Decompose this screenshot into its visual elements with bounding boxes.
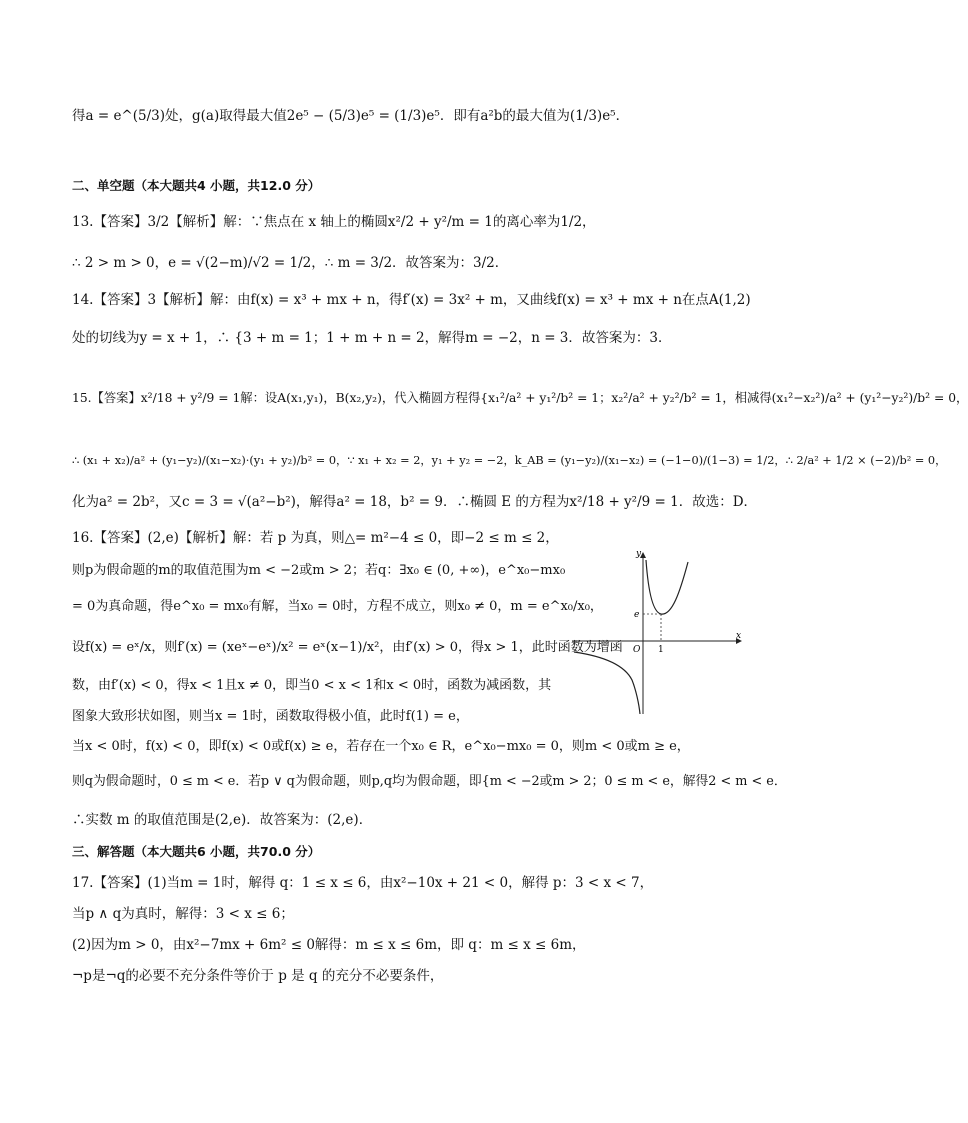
q16-line: 则q为假命题时，0 ≤ m < e．若p ∨ q为假命题，则p,q均为假命题，即{m < −2或m > 2；0 ≤ m < e，解得2 < m < e． (72, 774, 787, 789)
q15-line: 化为a² = 2b²，又c = 3 = √(a²−b²)，解得a² = 18，b² = 9．∴椭圆 E 的方程为x²/18 + y²/9 = 1．故选：D． (72, 494, 758, 510)
q14-line: 14.【答案】3【解析】解：由f(x) = x³ + mx + n，得f′(x) = 3x² + m，又曲线f(x) = x³ + mx + n在点A(1,2) (72, 292, 751, 308)
q13-line: ∴ 2 > m > 0，e = √(2−m)/√2 = 1/2，∴ m = 3/2．故答案为：3/2． (72, 255, 509, 271)
curve-right-branch (646, 560, 688, 614)
section-heading-solutions: 三、解答题（本大题共6 小题，共70.0 分） (72, 844, 321, 859)
q13-line: 13.【答案】3/2【解析】解：∵焦点在 x 轴上的椭圆x²/2 + y²/m = 1的离心率为1/2， (72, 214, 596, 230)
q16-line: 则p为假命题的m的取值范围为m < −2或m > 2；若q：∃x₀ ∈ (0, +∞)，e^x₀−mx₀ (72, 563, 566, 578)
q16-line: 当x < 0时，f(x) < 0，即f(x) < 0或f(x) ≥ e，若存在一个x₀ ∈ R，e^x₀−mx₀ = 0，则m < 0或m ≥ e， (72, 739, 690, 754)
tick-label-e: e (634, 610, 640, 620)
curve-left-branch (574, 652, 640, 714)
q16-line: 数，由f′(x) < 0，得x < 1且x ≠ 0，即当0 < x < 1和x < 0时，函数为减函数，其 (72, 678, 552, 693)
q17-line: 17.【答案】(1)当m = 1时，解得 q：1 ≤ x ≤ 6，由x²−10x + 21 < 0，解得 p：3 < x < 7， (72, 875, 654, 891)
q16-line: 图象大致形状如图，则当x = 1时，函数取得极小值，此时f(1) = e， (72, 709, 469, 724)
y-axis-label: y (636, 549, 642, 559)
q17-line: (2)因为m > 0，由x²−7mx + 6m² ≤ 0解得：m ≤ x ≤ 6m，即 q：m ≤ x ≤ 6m， (72, 937, 586, 953)
q16-line: 设f(x) = eˣ/x，则f′(x) = (xeˣ−eˣ)/x² = eˣ(x−1)/x²，由f′(x) > 0，得x > 1，此时函数为增函 (72, 640, 623, 655)
tick-label-one: 1 (658, 645, 664, 655)
q16-line: 16.【答案】(2,e)【解析】解：若 p 为真，则△= m²−4 ≤ 0，即−2 ≤ m ≤ 2， (72, 530, 559, 546)
q16-line: ∴实数 m 的取值范围是(2,e)．故答案为：(2,e)． (72, 812, 373, 828)
q17-line: ¬p是¬q的必要不充分条件等价于 p 是 q 的充分不必要条件， (72, 968, 444, 984)
q14-line: 处的切线为y = x + 1，∴ {3 + m = 1；1 + m + n = 2，解得m = −2，n = 3．故答案为：3． (72, 330, 672, 346)
q15-line: 15.【答案】x²/18 + y²/9 = 1解：设A(x₁,y₁)，B(x₂,y₂)，代入椭圆方程得{x₁²/a² + y₁²/b² = 1；x₂²/a² + y₂²/b² = 1，相减得(x₁²−x₂²)/a² + (y₁²−y₂²)/b² = 0， (72, 391, 968, 405)
x-axis-label: x (736, 631, 742, 641)
q16-line: = 0为真命题，得e^x₀ = mx₀有解，当x₀ = 0时，方程不成立，则x₀ ≠ 0，m = e^x₀/x₀， (72, 599, 603, 614)
text-line: 得a = e^(5/3)处，g(a)取得最大值2e⁵ − (5/3)e⁵ = (1/3)e⁵．即有a²b的最大值为(1/3)e⁵． (72, 108, 630, 124)
origin-label: O (633, 645, 641, 655)
q17-line: 当p ∧ q为真时，解得：3 < x ≤ 6； (72, 906, 294, 922)
section-heading-fill-blank: 二、单空题（本大题共4 小题，共12.0 分） (72, 178, 321, 193)
function-graph (572, 548, 748, 716)
q15-line: ∴ (x₁ + x₂)/a² + (y₁−y₂)/(x₁−x₂)·(y₁ + y₂)/b² = 0，∵ x₁ + x₂ = 2，y₁ + y₂ = −2，k_AB = (y₁−y₂)/(x₁−x₂) = (−1−0)/(1−3) = 1/2，∴ 2/a² + 1/2 × (−2)/b² = 0， (72, 454, 947, 467)
